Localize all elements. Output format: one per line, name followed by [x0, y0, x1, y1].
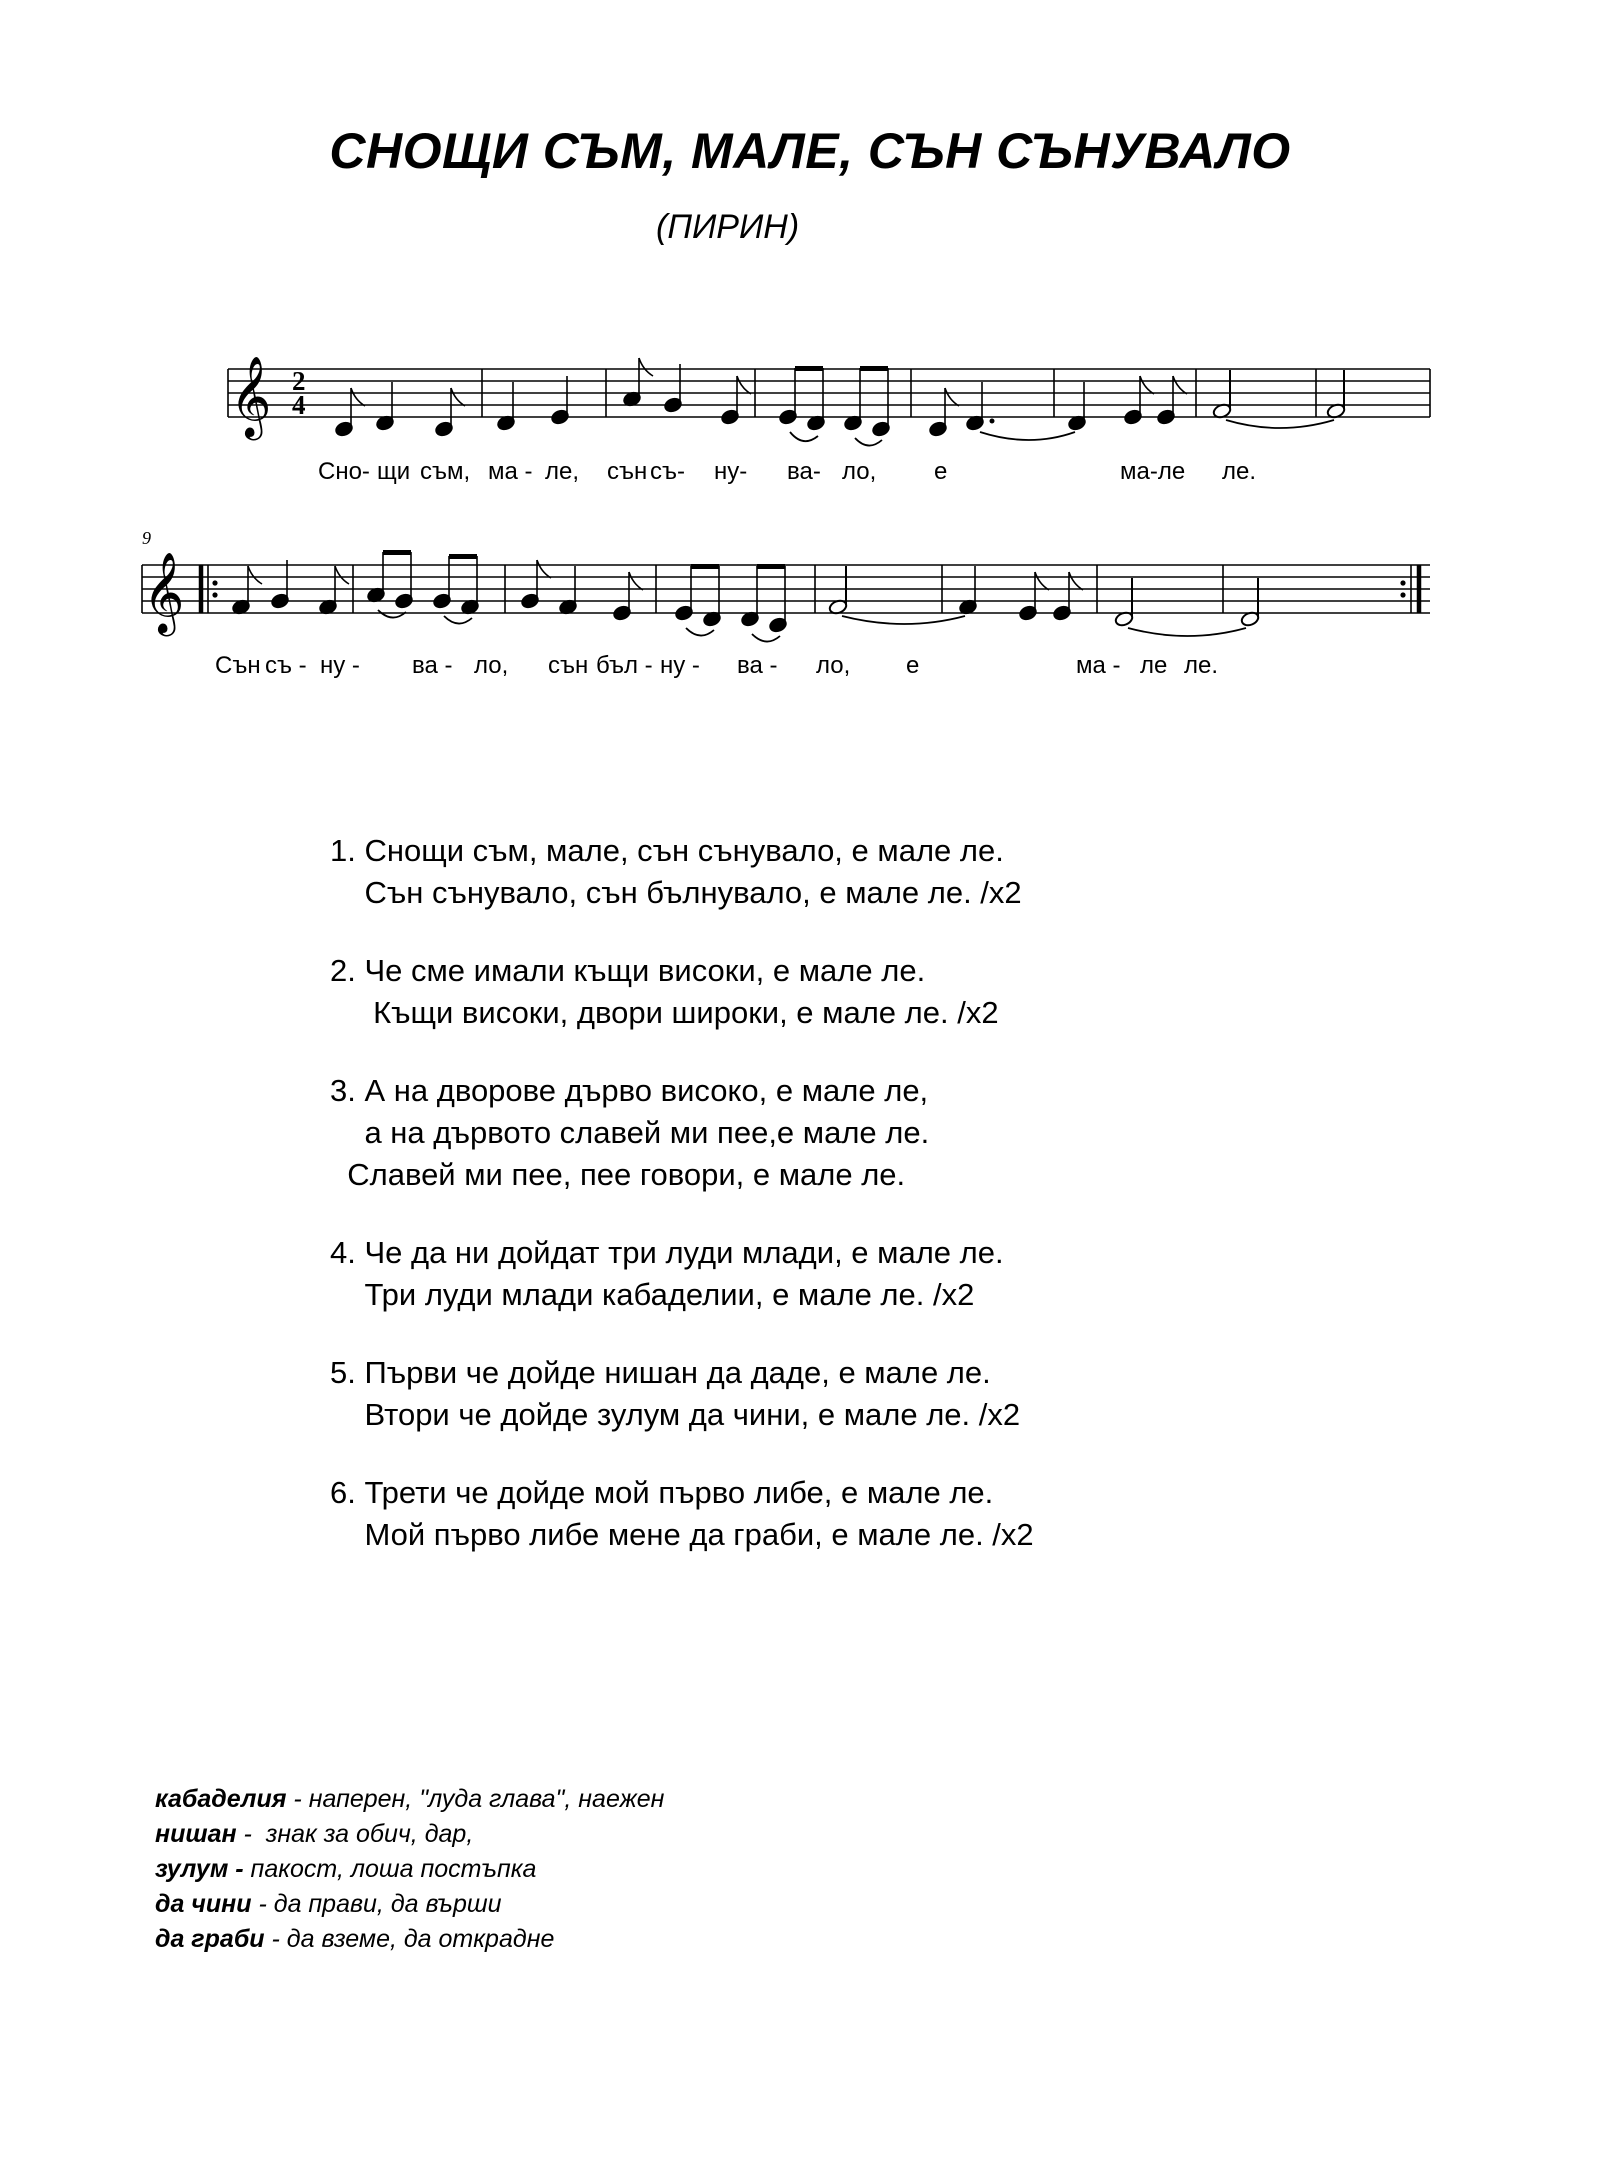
lyric-syllable: Сно-: [318, 458, 370, 485]
verse-4: [330, 1232, 1034, 1316]
lyric-syllable: съ -: [265, 652, 307, 679]
verse-line: 1. Снощи съм, мале, сън сънувало, е мале ле.: [330, 833, 1004, 868]
lyric-syllable: ло,: [474, 652, 509, 679]
verse-line: 2. Че сме имали къщи високи, е мале ле.: [330, 953, 926, 988]
verse-line: Славей ми пее, пее говори, е мале ле.: [330, 1157, 906, 1192]
time-signature-top: 2: [292, 366, 306, 396]
song-region: (ПИРИН): [656, 208, 800, 246]
lyric-syllable: ва -: [737, 652, 778, 679]
glossary-definition: - наперен, "луда глава", наежен: [286, 1785, 665, 1813]
time-signature-bottom: 4: [292, 390, 306, 420]
lyric-syllable: бъл -: [596, 652, 653, 679]
lyric-syllable: ма -: [488, 458, 533, 485]
lyric-syllable: щи: [377, 458, 411, 485]
lyric-syllable: съм,: [420, 458, 471, 485]
verse-1: [330, 830, 1034, 914]
verse-line: 5. Първи че дойде нишан да даде, е мале ле.: [330, 1355, 991, 1390]
verse-line: Мой първо либе мене да граби, е мале ле. /x2: [330, 1517, 1034, 1552]
glossary-entry: [155, 1852, 664, 1887]
verse-line: Втори че дойде зулум да чини, е мале ле. /x2: [330, 1397, 1021, 1432]
lyric-syllable: е: [934, 458, 948, 485]
lyric-syllable: съ-: [650, 458, 685, 485]
treble-clef-icon: 𝄞: [143, 551, 185, 633]
lyric-syllable: сън: [548, 652, 589, 679]
verse-6: [330, 1472, 1034, 1556]
glossary-term: нишан: [155, 1820, 237, 1848]
lyric-syllable: ле.: [1184, 652, 1219, 679]
lyric-syllable: ва-: [787, 458, 821, 485]
glossary-definition: - да вземе, да открадне: [264, 1925, 555, 1953]
lyric-syllable: ле: [1140, 652, 1168, 679]
music-score: [0, 0, 1620, 720]
verse-line: Три луди млади кабаделии, е мале ле. /x2: [330, 1277, 975, 1312]
verse-line: 3. А на дворове дърво високо, е мале ле,: [330, 1073, 929, 1108]
lyric-syllable: ло,: [816, 652, 851, 679]
glossary-entry: [155, 1922, 664, 1957]
lyric-syllable: ле.: [1222, 458, 1257, 485]
lyric-syllable: е: [906, 652, 920, 679]
glossary-term: зулум -: [155, 1855, 244, 1883]
glossary-term: да граби: [155, 1925, 265, 1953]
glossary-term: кабаделия: [155, 1785, 287, 1813]
lyric-syllable: ле,: [545, 458, 580, 485]
lyric-syllable: ва -: [412, 652, 453, 679]
verse-5: [330, 1352, 1034, 1436]
lyric-syllable: ну -: [320, 652, 360, 679]
lyric-syllable: сън: [607, 458, 648, 485]
lyric-syllable: ма-ле: [1120, 458, 1186, 485]
song-verses: [330, 830, 1034, 1592]
verse-line: Сън сънувало, сън бълнувало, е мале ле. /x2: [330, 875, 1022, 910]
song-title: СНОЩИ СЪМ, МАЛЕ, СЪН СЪНУВАЛО: [329, 123, 1291, 179]
verse-line: 4. Че да ни дойдат три луди млади, е мале ле.: [330, 1235, 1004, 1270]
lyric-syllable: ну -: [660, 652, 700, 679]
lyric-syllable: ло,: [842, 458, 877, 485]
staff-system-2: [142, 528, 1430, 679]
glossary-definition: пакост, лоша постъпка: [243, 1855, 537, 1883]
treble-clef-icon: 𝄞: [230, 355, 272, 437]
verse-line: а на дървото славей ми пее,е мале ле.: [330, 1115, 930, 1150]
glossary-entry: [155, 1782, 664, 1817]
glossary-definition: - да прави, да върши: [251, 1890, 502, 1918]
glossary-entry: [155, 1887, 664, 1922]
verse-2: [330, 950, 1034, 1034]
glossary-entry: [155, 1817, 664, 1852]
lyric-syllable: ма -: [1076, 652, 1121, 679]
verse-line: Къщи високи, двори широки, е мале ле. /x2: [330, 995, 999, 1030]
verse-3: [330, 1070, 1034, 1196]
lyric-syllable: ну-: [714, 458, 748, 485]
glossary-definition: - знак за обич, дар,: [236, 1820, 474, 1848]
glossary: [155, 1782, 664, 1957]
measure-number: 9: [142, 528, 151, 548]
verse-line: 6. Трети че дойде мой първо либе, е мале ле.: [330, 1475, 994, 1510]
staff-system-1: [228, 355, 1430, 485]
lyric-syllable: Сън: [215, 652, 261, 679]
glossary-term: да чини: [155, 1890, 252, 1918]
